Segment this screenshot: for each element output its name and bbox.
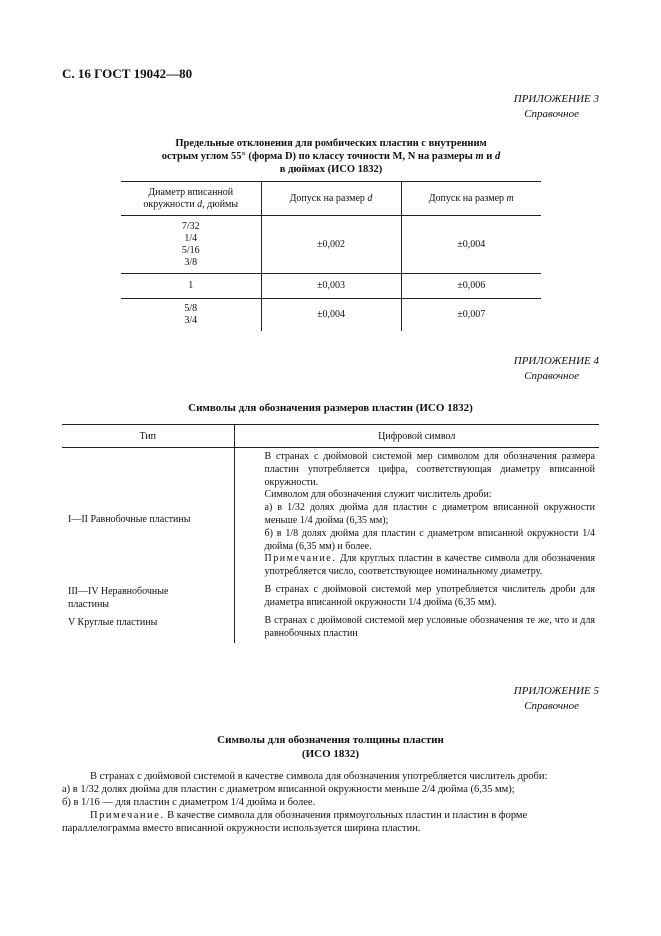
appendix-4-title: ПРИЛОЖЕНИЕ 4	[513, 355, 599, 367]
caption-var-d: d	[494, 151, 501, 162]
description-paragraph: а) в 1/32 долях дюйма для пластин с диаметром вписанной окружности меньше 1/4 дюйма (6,35 мм);	[264, 502, 595, 526]
header-diameter	[121, 182, 261, 216]
diameter-cell	[121, 216, 261, 274]
type-cell: V Круглые пластины	[68, 616, 158, 628]
tolerance-table	[121, 181, 541, 331]
header-diameter-var: d,	[197, 198, 205, 210]
type-cell	[62, 581, 234, 612]
description-paragraph: Символом для обозначения служит числитель дроби:	[264, 489, 492, 501]
header-diameter-word: окружности	[143, 198, 195, 210]
caption-line-1: Предельные отклонения для ромбических пластин с внутренним	[175, 138, 487, 149]
caption-line-2	[121, 150, 541, 163]
header-diameter-unit: дюймы	[207, 198, 239, 210]
size-value: 1/4	[184, 232, 198, 244]
description-paragraph: В странах с дюймовой системой мер условные обозначения те же, что и для равнобочных пластин	[264, 614, 595, 639]
header-tolerance-m	[401, 182, 541, 216]
caption-and: и	[486, 151, 493, 162]
tolerance-m-cell: ±0,007	[401, 299, 541, 331]
tolerance-table-header	[121, 182, 541, 216]
appendix-5-caption	[62, 733, 599, 761]
caption-var-m: m	[475, 151, 484, 162]
table-row	[62, 581, 599, 612]
symbol-description	[234, 581, 599, 612]
appendix-4-subtitle: Справочное	[524, 370, 579, 382]
diameter-cell	[121, 274, 261, 299]
appendix-5-caption-line-1: Символы для обозначения толщины пластин	[217, 734, 444, 746]
type-cell: I—II Равнобочные пластины	[68, 514, 191, 526]
header-diameter-line-1: Диаметр вписанной	[148, 186, 234, 198]
size-value: 1	[188, 280, 194, 291]
table-row	[121, 216, 541, 274]
appendix-5-body	[62, 770, 599, 835]
description-paragraph: В странах с дюймовой системой мер употребляется числитель дроби для диаметра вписанной окружности 1/4 дюйма (6,35 мм).	[264, 583, 595, 608]
body-paragraph: б) в 1/16 — для пластин с диаметром 1/4 дюйма и более.	[62, 797, 316, 808]
note-label: Примечание.	[90, 810, 165, 821]
header-tolerance-m-var: m	[506, 192, 514, 204]
size-value: 5/8	[184, 302, 198, 314]
appendix-3-subtitle: Справочное	[524, 108, 579, 120]
appendix-3-heading	[400, 92, 599, 122]
tolerance-d-cell: ±0,004	[261, 299, 401, 331]
body-paragraph: В странах с дюймовой системой в качестве символа для обозначения употребляется числитель дроби:	[90, 771, 548, 782]
appendix-5-caption-line-2: (ИСО 1832)	[301, 748, 360, 760]
note-text: Для круглых пластин в качестве символа для обозначения употребляется число, соответствующее номинальному диаметру.	[264, 553, 596, 578]
size-symbols-table-header	[62, 425, 599, 448]
symbol-description	[234, 612, 599, 643]
table-row	[121, 274, 541, 299]
type-line: III—IV Неравнобочные	[68, 585, 169, 597]
description-paragraph: б) в 1/8 долях дюйма для пластин с диаметром вписанной окружности 1/4 дюйма (6,35 мм) и более.	[264, 527, 595, 552]
body-paragraph: а) в 1/32 долях дюйма для пластин с диаметром вписанной окружности меньше 2/4 дюйма (6,35 мм);	[62, 784, 515, 795]
size-value: 3/4	[184, 314, 198, 326]
appendix-5-title: ПРИЛОЖЕНИЕ 5	[513, 685, 599, 697]
page-header: С. 16 ГОСТ 19042—80	[62, 66, 193, 81]
diameter-cell	[121, 299, 261, 331]
size-value: 7/32	[181, 220, 200, 232]
header-tolerance-m-text: Допуск на размер	[428, 192, 505, 204]
type-line: пластины	[68, 598, 110, 610]
appendix-4-caption: Символы для обозначения размеров пластин (ИСО 1832)	[188, 402, 473, 414]
symbol-description	[234, 448, 599, 581]
appendix-4-heading	[400, 354, 599, 384]
size-value: 3/8	[184, 256, 198, 268]
body-note	[62, 809, 599, 835]
appendix-3-caption	[121, 137, 541, 176]
appendix-5-subtitle: Справочное	[524, 700, 579, 712]
caption-line-2-text: острым углом 55° (форма D) по классу точности M, N на размеры	[161, 151, 473, 162]
appendix-5-heading	[400, 684, 599, 714]
appendix-3-title: ПРИЛОЖЕНИЕ 3	[513, 93, 599, 105]
tolerance-d-cell: ±0,002	[261, 216, 401, 274]
header-tolerance-d-text: Допуск на размер	[289, 192, 365, 204]
caption-line-3: в дюймах (ИСО 1832)	[279, 164, 383, 175]
table-row	[121, 299, 541, 331]
description-note	[265, 553, 596, 579]
header-digital-symbol: Цифровой символ	[234, 425, 599, 448]
table-row	[62, 448, 599, 581]
header-diameter-line-2	[122, 199, 260, 211]
header-tolerance-d-var: d	[367, 192, 373, 204]
note-text: В качестве символа для обозначения прямоугольных пластин и пластин в форме параллелограмма вместо вписанной окружности используется ширина пластин.	[62, 810, 528, 834]
note-label: Примечание.	[264, 553, 337, 565]
size-value: 5/16	[181, 244, 200, 256]
size-symbols-table	[62, 424, 599, 643]
description-paragraph: В странах с дюймовой системой мер символом для обозначения размера пластин употребляется цифра, соответствующая диаметру вписанной окружности.	[264, 451, 595, 488]
table-row	[62, 612, 599, 643]
tolerance-d-cell: ±0,003	[261, 274, 401, 299]
header-tolerance-d	[261, 182, 401, 216]
tolerance-m-cell: ±0,004	[401, 216, 541, 274]
header-type: Тип	[62, 425, 234, 448]
tolerance-m-cell: ±0,006	[401, 274, 541, 299]
